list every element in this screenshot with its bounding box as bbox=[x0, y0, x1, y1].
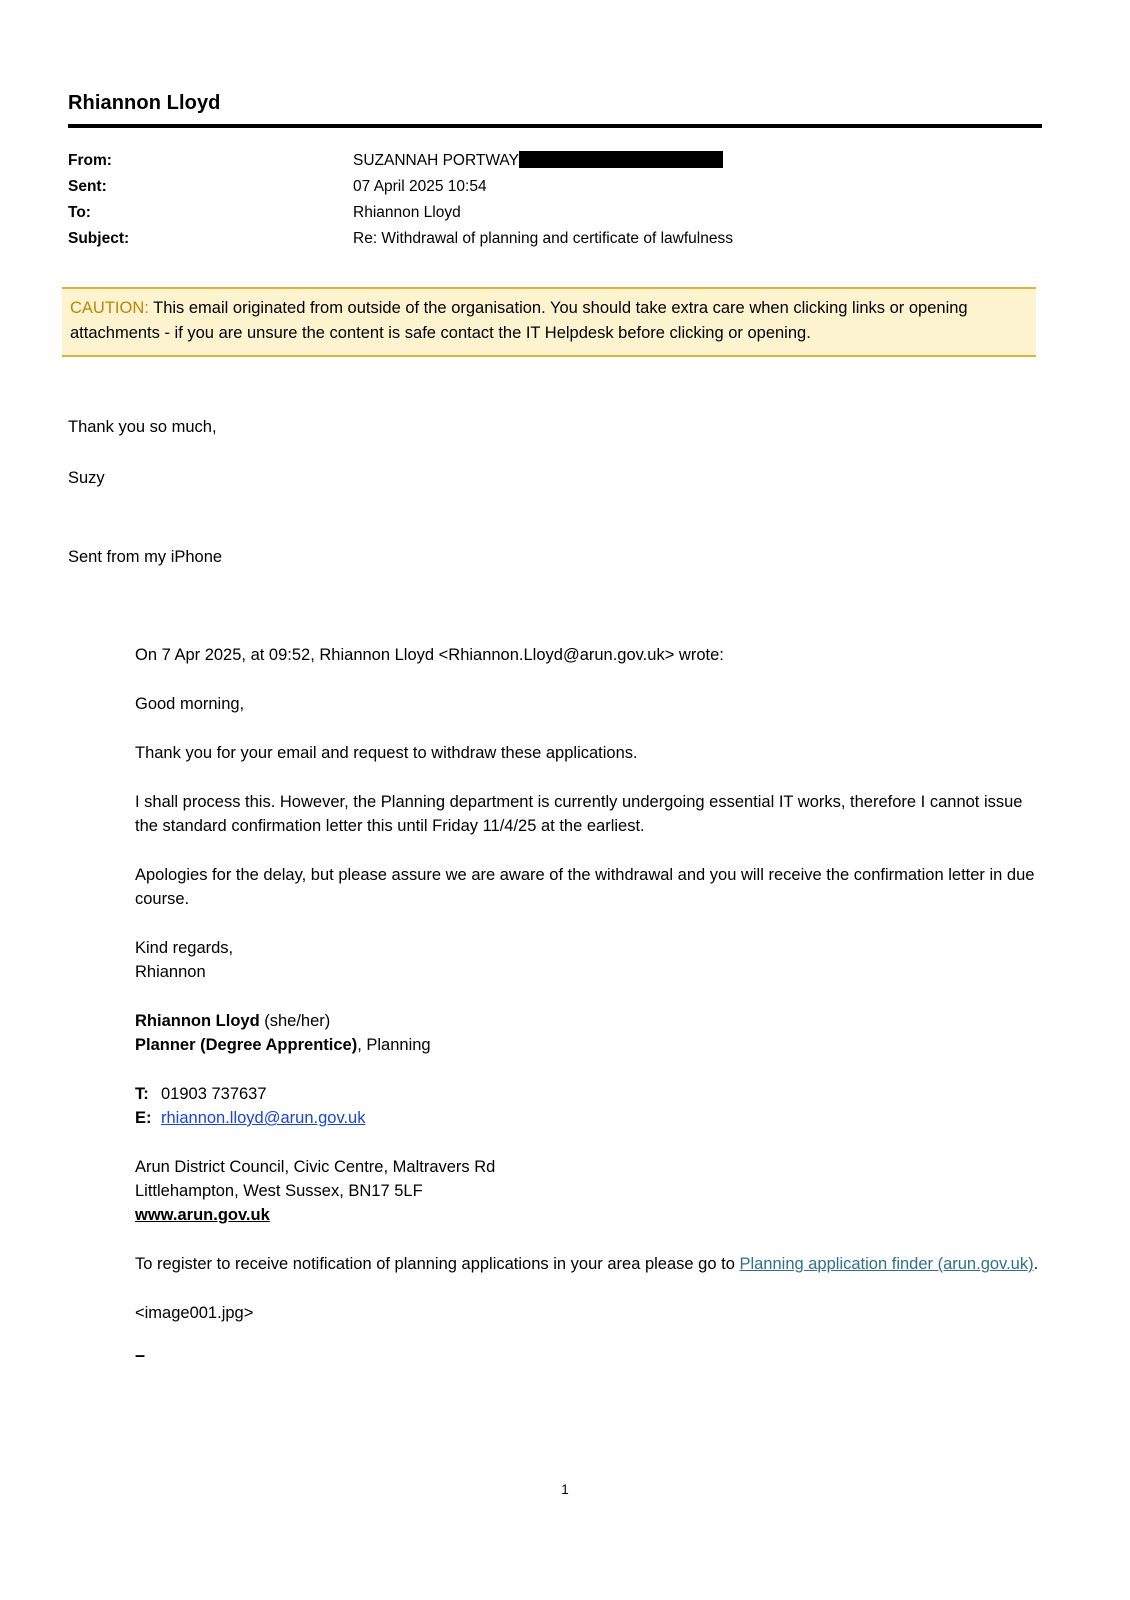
to-value: Rhiannon Lloyd bbox=[353, 204, 461, 221]
quote-intro-line: On 7 Apr 2025, at 09:52, Rhiannon Lloyd <Rhiannon.Lloyd@arun.gov.uk> wrote: bbox=[135, 646, 724, 664]
signature-role-line bbox=[135, 1033, 1040, 1057]
quote-greeting: Good morning, bbox=[135, 695, 245, 713]
signature-address-line-2: Littlehampton, West Sussex, BN17 5LF bbox=[135, 1182, 423, 1200]
header-row-sent bbox=[68, 174, 1042, 200]
quote-closing: Kind regards, bbox=[135, 939, 234, 957]
from-label: From: bbox=[68, 152, 112, 169]
register-notification-paragraph bbox=[135, 1252, 1040, 1276]
sent-value: 07 April 2025 10:54 bbox=[353, 178, 487, 195]
email-label: E: bbox=[135, 1109, 152, 1127]
caution-text: This email originated from outside of the organisation. You should take extra care when clicking links or opening attachments - if you are unsure the content is safe contact the IT Helpdesk before clicking or opening. bbox=[70, 299, 968, 342]
from-value bbox=[353, 148, 1042, 174]
header-row-to bbox=[68, 200, 1042, 226]
website-link[interactable]: www.arun.gov.uk bbox=[135, 1206, 270, 1224]
signature-address-line-1: Arun District Council, Civic Centre, Maltravers Rd bbox=[135, 1158, 496, 1176]
subject-label: Subject: bbox=[68, 230, 130, 247]
signature-phone-line bbox=[135, 1082, 1040, 1106]
signature-department: , Planning bbox=[357, 1036, 431, 1054]
body-thanks: Thank you so much, bbox=[68, 418, 217, 436]
email-header-fields bbox=[68, 148, 1042, 252]
header-row-from bbox=[68, 148, 1042, 174]
planning-application-finder-link[interactable]: Planning application finder (arun.gov.uk) bbox=[739, 1255, 1034, 1273]
quote-closing-name: Rhiannon bbox=[135, 963, 206, 981]
caution-keyword: CAUTION: bbox=[70, 299, 149, 317]
page-number: 1 bbox=[561, 1482, 569, 1497]
body-signoff-name: Suzy bbox=[68, 469, 105, 487]
title-divider bbox=[68, 124, 1042, 128]
spacer bbox=[68, 490, 1042, 545]
email-link[interactable]: rhiannon.lloyd@arun.gov.uk bbox=[161, 1109, 366, 1127]
to-label: To: bbox=[68, 204, 91, 221]
quote-paragraph-1: Thank you for your email and request to withdraw these applications. bbox=[135, 744, 638, 762]
signature-pronouns: (she/her) bbox=[259, 1012, 331, 1030]
email-body bbox=[68, 415, 1042, 569]
body-sent-from: Sent from my iPhone bbox=[68, 548, 223, 566]
register-text-before: To register to receive notification of planning applications in your area please go to bbox=[135, 1255, 740, 1273]
quote-paragraph-3: Apologies for the delay, but please assure we are aware of the withdrawal and you will receive the confirmation letter in due course. bbox=[135, 866, 1035, 908]
register-text-after: . bbox=[1033, 1255, 1039, 1273]
redaction-bar bbox=[519, 151, 723, 168]
image-attachment-placeholder: <image001.jpg> bbox=[135, 1304, 254, 1322]
quoted-message bbox=[135, 643, 1040, 1392]
sent-label: Sent: bbox=[68, 178, 107, 195]
external-email-caution-banner bbox=[62, 287, 1036, 357]
header-row-subject bbox=[68, 226, 1042, 252]
trailing-dash: – bbox=[135, 1345, 147, 1365]
spacer bbox=[68, 439, 1042, 466]
signature-email-line bbox=[135, 1106, 1040, 1130]
page-title: Rhiannon Lloyd bbox=[68, 92, 221, 114]
signature-website-line bbox=[135, 1203, 1040, 1227]
signature-name: Rhiannon Lloyd bbox=[135, 1012, 260, 1030]
signature-name-line bbox=[135, 1009, 1040, 1033]
subject-value: Re: Withdrawal of planning and certificate of lawfulness bbox=[353, 230, 733, 247]
phone-number: 01903 737637 bbox=[161, 1085, 267, 1103]
phone-label: T: bbox=[135, 1085, 149, 1103]
signature-role: Planner (Degree Apprentice) bbox=[135, 1036, 358, 1054]
from-sender-name: SUZANNAH PORTWAY bbox=[353, 152, 519, 169]
quote-paragraph-2: I shall process this. However, the Planning department is currently undergoing essential IT works, therefore I cannot issue the standard confirmation letter this until Friday 11/4/25 at the earliest. bbox=[135, 793, 1023, 835]
